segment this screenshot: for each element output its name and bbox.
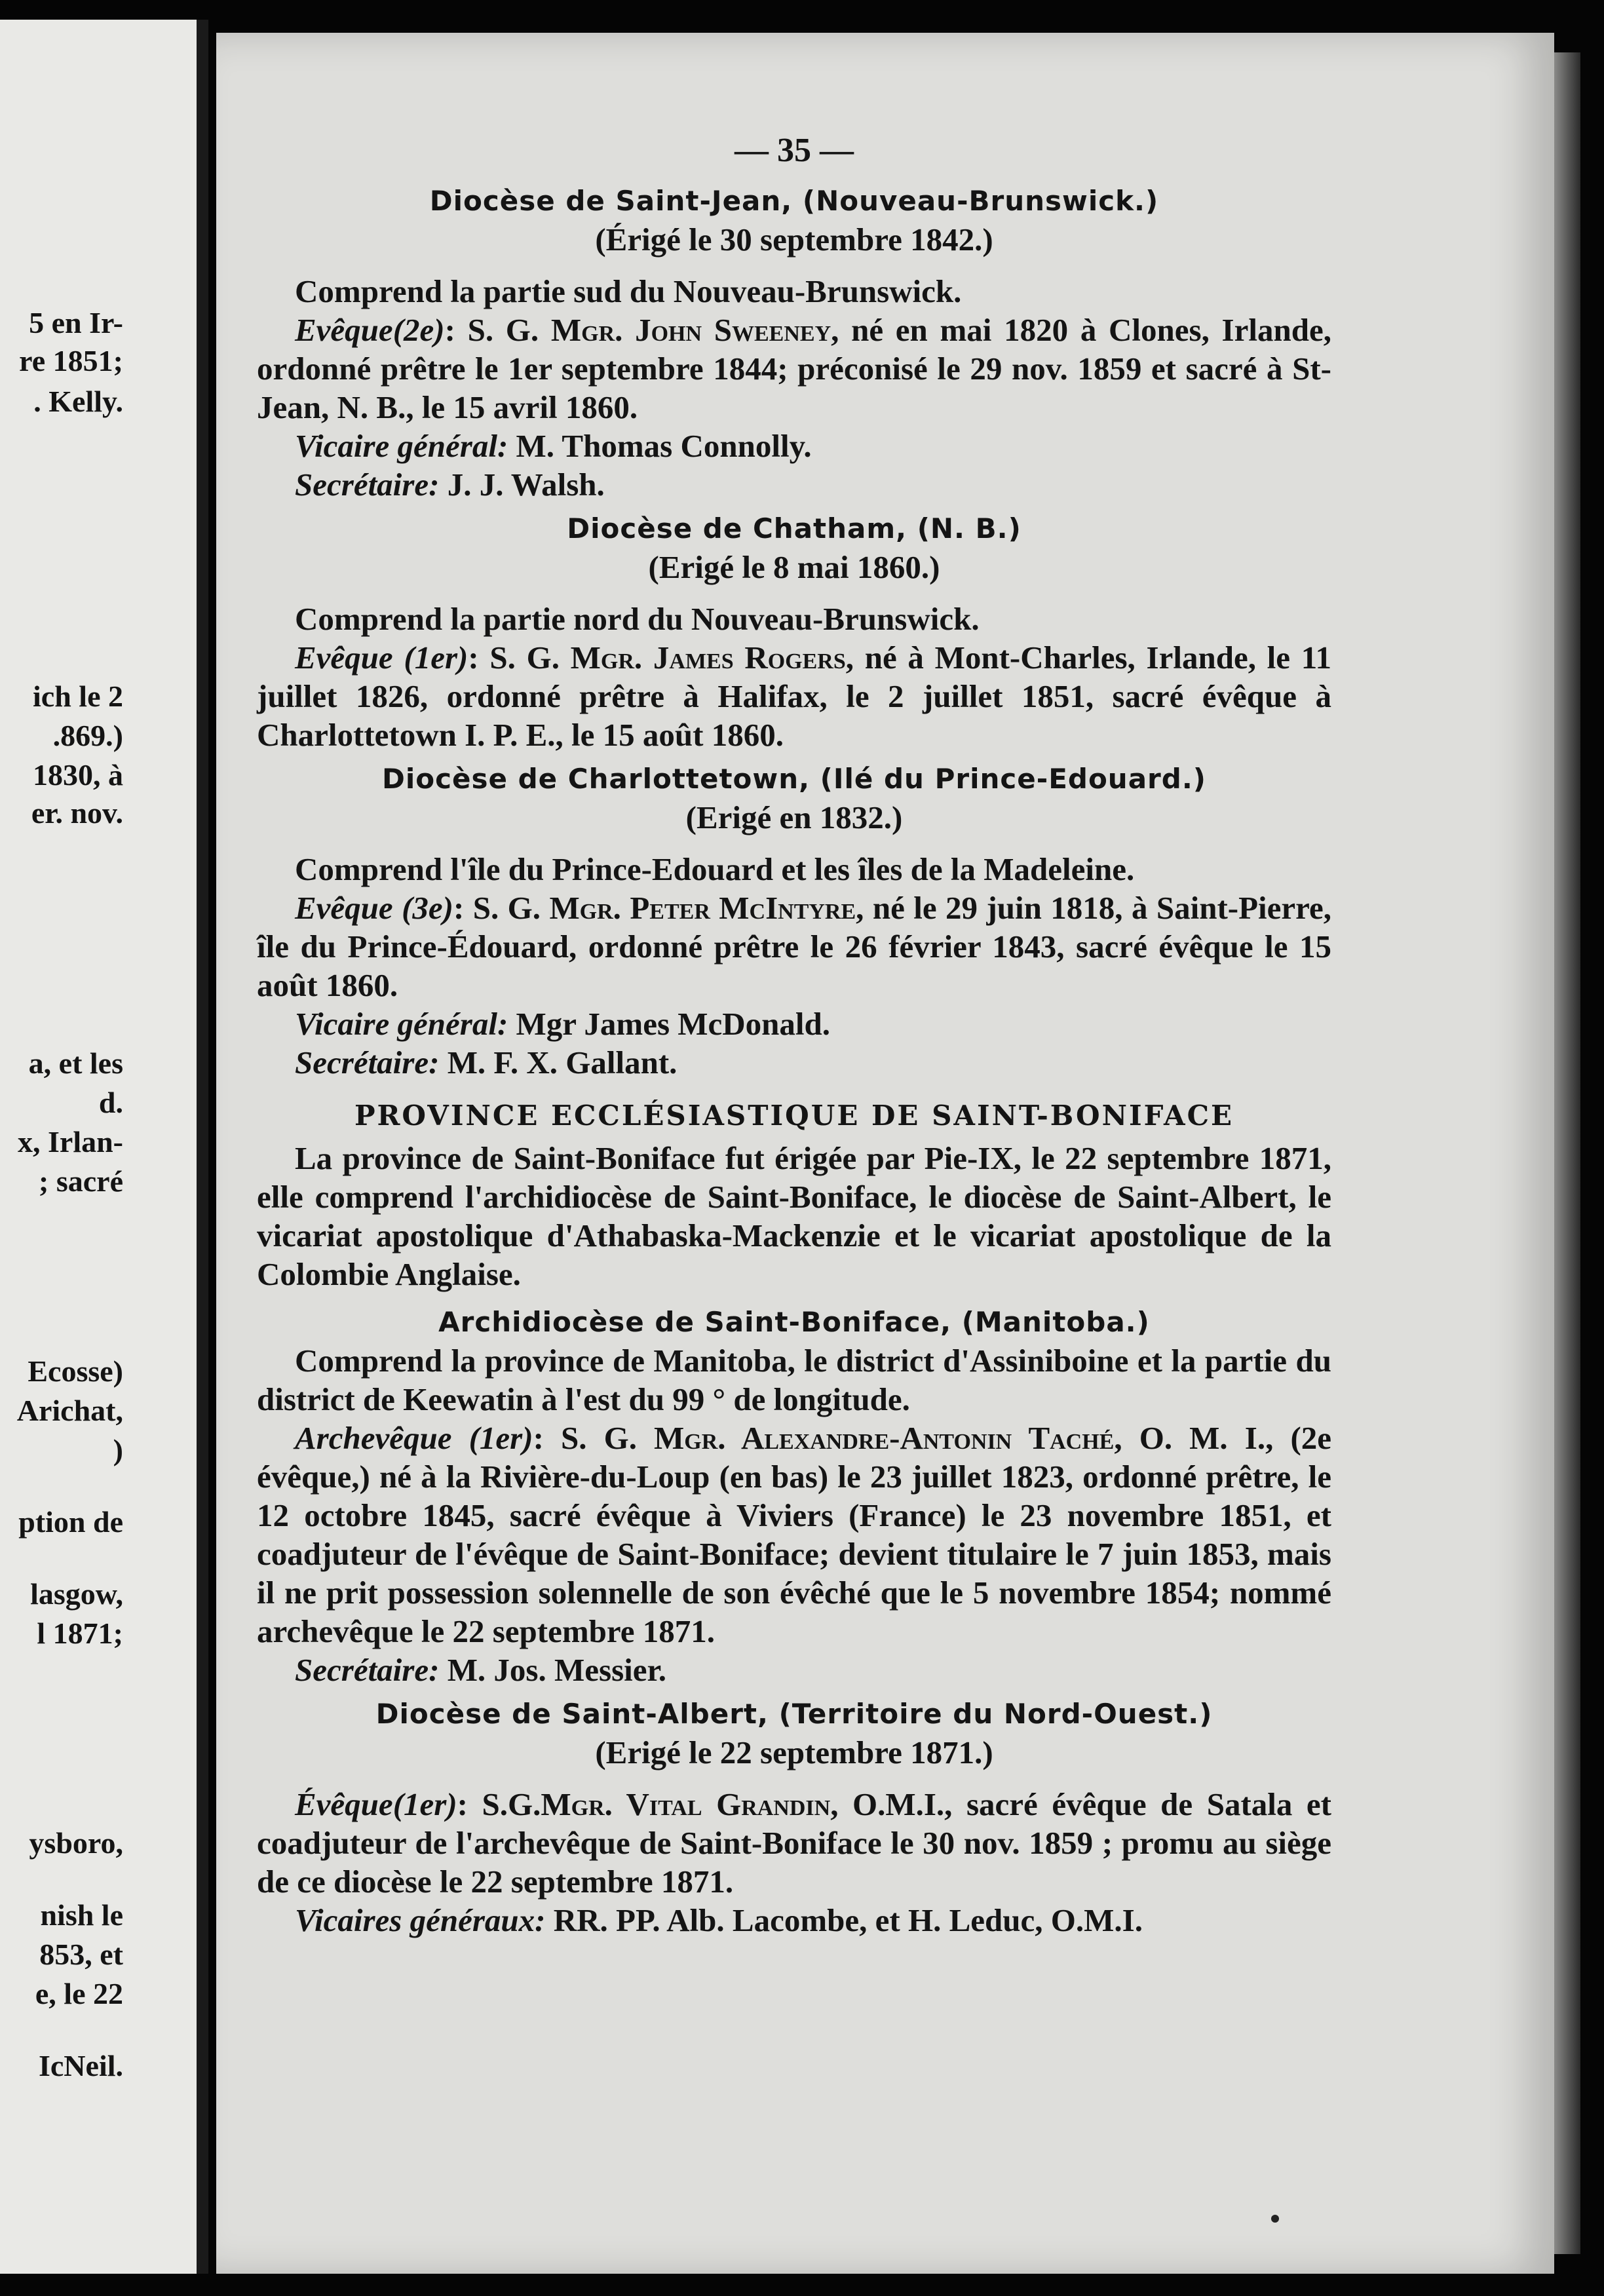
left-page-text-fragment: x, Irlan-: [18, 1125, 123, 1158]
left-page-text-fragment: l 1871;: [37, 1617, 123, 1650]
bishop-chatham: Evêque (1er): S. G. Mgr. James Rogers, né à Mont-Charles, Irlande, le 11 juillet 1826, ordonné prêtre à Halifax, le 2 juillet 1851, sacré évêque à Charlottetown I. P. E., le 15 août 1860.: [257, 640, 1332, 753]
left-page-fragment: [0, 20, 208, 2274]
left-page-text-fragment: er. nov.: [31, 796, 123, 830]
heading-saint-boniface: Archidiocèse de Saint-Boniface, (Manitoba.): [438, 1306, 1150, 1338]
erected-saint-albert: (Erigé le 22 septembre 1871.): [595, 1734, 993, 1770]
left-page-text-fragment: ): [113, 1433, 123, 1466]
province-description: La province de Saint-Boniface fut érigée par Pie-IX, le 22 septembre 1871, elle comprend l'archidiocèse de Saint-Boniface, le diocèse de Saint-Albert, le vicariat apostolique d'Athabaska-Mackenzie et le vicariat apostolique de la Colombie Anglaise.: [257, 1140, 1331, 1292]
left-page-text-fragment: e, le 22: [35, 1977, 123, 2010]
heading-saint-albert: Diocèse de Saint-Albert, (Territoire du Nord-Ouest.): [375, 1698, 1213, 1730]
page-edge: [1554, 52, 1580, 2254]
secretary-saint-boniface: Secrétaire: M. Jos. Messier.: [295, 1652, 667, 1688]
left-page-text-fragment: a, et les: [28, 1046, 123, 1080]
left-page-text-fragment: . Kelly.: [33, 385, 123, 418]
secretary-charlottetown: Secrétaire: M. F. X. Gallant.: [295, 1044, 678, 1081]
vicar-charlottetown: Vicaire général: Mgr James McDonald.: [295, 1006, 831, 1042]
left-page-text-fragment: 853, et: [39, 1938, 123, 1971]
secretary-saint-jean: Secrétaire: J. J. Walsh.: [295, 467, 605, 503]
left-page-text-fragment: 1830, à: [33, 758, 123, 792]
speck-mark: [1271, 2215, 1279, 2223]
left-page-text-fragment: 5 en Ir-: [29, 306, 123, 339]
heading-chatham: Diocèse de Chatham, (N. B.): [567, 512, 1022, 545]
page-number: — 35 —: [735, 132, 854, 169]
left-page-text-fragment: ich le 2: [33, 679, 123, 713]
erected-chatham: (Erigé le 8 mai 1860.): [648, 549, 940, 585]
heading-saint-jean: Diocèse de Saint-Jean, (Nouveau-Brunswick.): [429, 185, 1159, 217]
bishop-saint-jean: Evêque(2e): S. G. Mgr. John Sweeney, né en mai 1820 à Clones, Irlande, ordonné prêtre le 1er septembre 1844; préconisé le 29 nov. 1859 et sacré à St-Jean, N. B., le 15 avril 1860.: [257, 312, 1331, 425]
left-page-text-fragment: d.: [98, 1086, 123, 1119]
bishop-saint-albert: Évêque(1er): S.G.Mgr. Vital Grandin, O.M.I., sacré évêque de Satala et coadjuteur de l'archevêque de Saint-Boniface le 30 nov. 1859 ; promu au siège de ce diocèse le 22 septembre 1871.: [257, 1786, 1331, 1900]
left-page-text-fragment: Ecosse): [28, 1354, 123, 1388]
bishop-saint-boniface: Archevêque (1er): S. G. Mgr. Alexandre-Antonin Taché, O. M. I., (2e évêque,) né à la Rivière-du-Loup (en bas) le 23 juillet 1823, ordonné prêtre, le 12 octobre 1845, sacré évêque à Viviers (France) le 23 novembre 1851, et coadjuteur de l'évêque de Saint-Boniface; devient titulaire le 7 juin 1853, mais il ne prit possession solennelle de son évêché que le 5 novembre 1854; nommé archevêque le 22 septembre 1871.: [257, 1420, 1332, 1649]
heading-province-saint-boniface: PROVINCE ECCLÉSIASTIQUE DE SAINT-BONIFACE: [354, 1100, 1234, 1132]
scope-saint-jean: Comprend la partie sud du Nouveau-Brunswick.: [295, 273, 962, 309]
scope-charlottetown: Comprend l'île du Prince-Edouard et les îles de la Madeleine.: [295, 851, 1135, 887]
left-page-text-fragment: IcNeil.: [38, 2049, 123, 2082]
left-page-text-fragment: nish le: [40, 1898, 123, 1932]
erected-charlottetown: (Erigé en 1832.): [685, 799, 903, 835]
left-page-text-fragment: lasgow,: [30, 1577, 123, 1611]
erected-saint-jean: (Érigé le 30 septembre 1842.): [595, 221, 993, 258]
left-page-text-fragment: Arichat,: [16, 1394, 123, 1427]
vicar-saint-albert: Vicaires généraux: RR. PP. Alb. Lacombe, et H. Leduc, O.M.I.: [295, 1902, 1143, 1938]
page-content: [257, 131, 1331, 1940]
bishop-charlottetown: Evêque (3e): S. G. Mgr. Peter McIntyre, né le 29 juin 1818, à Saint-Pierre, île du Prince-Édouard, ordonné prêtre le 26 février 1843, sacré évêque le 15 août 1860.: [257, 890, 1332, 1003]
left-page-text-fragment: .869.): [52, 719, 123, 752]
scope-chatham: Comprend la partie nord du Nouveau-Brunswick.: [295, 601, 980, 637]
heading-charlottetown: Diocèse de Charlottetown, (Ilé du Prince-Edouard.): [382, 763, 1206, 795]
left-page-text-fragment: ysboro,: [29, 1826, 123, 1860]
left-page-text-fragment: re 1851;: [19, 344, 123, 377]
vicar-saint-jean: Vicaire général: M. Thomas Connolly.: [295, 428, 812, 464]
left-page-text-fragment: ; sacré: [39, 1164, 123, 1198]
scope-saint-boniface: Comprend la province de Manitoba, le district d'Assiniboine et la partie du district de Keewatin à l'est du 99 ° de longitude.: [257, 1343, 1331, 1417]
left-page-text-fragment: ption de: [18, 1505, 123, 1539]
